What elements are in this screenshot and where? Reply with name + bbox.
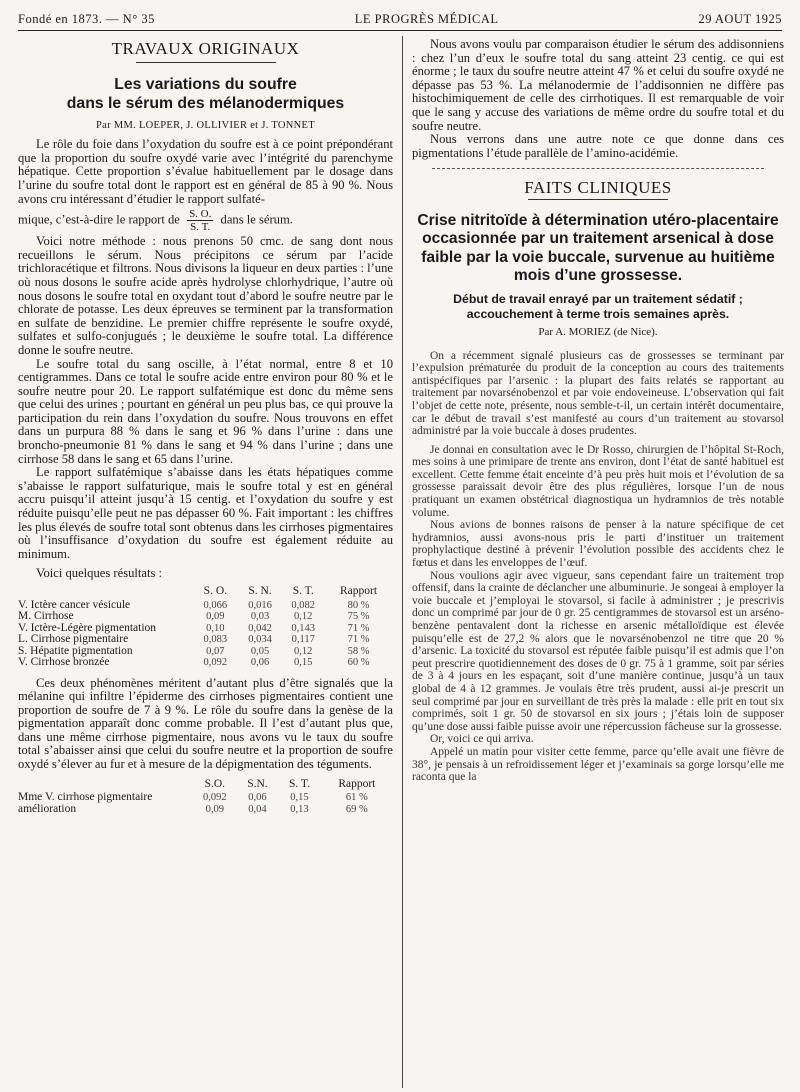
article-subtitle: Début de travail enrayé par un traitement sédatif ; accouchement à terme trois semaines après. [453,291,743,321]
table-header: S.O. [204,777,226,790]
table-cell-value: 0,10 [206,622,225,634]
paragraph: On a récemment signalé plusieurs cas de grossesses se terminant par l’expulsion prématurée du produit de la conception au cours des traitements antispécifiques par l’arsenic : la plupart des faits relatés se rapportant au traitement par novarsénobenzol et par voie endoveineuse. L’observation qui fait l’objet de cette note, présente, nous semble-t-il, un certain intérêt documentaire, car le début de travail s’est manifesté au cours d’un traitement au stovarsol administré par la voie buccale à doses prudentes. [412,349,784,438]
table-cell-value: 0,15 [290,792,309,804]
article-title-line2: dans le sérum des mélanodermiques [66,94,345,112]
table-cell-value: 0,06 [250,657,270,668]
table-cell-value: 0,07 [206,645,225,657]
table-cell-case: V. Ictère-Légère pigmentation [18,621,157,634]
table-cell-value: 0,042 [248,622,272,634]
paragraph: Le rapport sulfatémique s’abaisse dans les états hépatiques comme s’abaisse le rapport sulfaturique, mais le soufre total y est en général accru puisqu’il atteint jusqu’à 15 centig. et l’oxydation du soufre y est réduite puisqu’elle peut ne pas dépasser 60 %. Fait important : les chiffres les plus élevés de soufre total sont obtenus dans les cirrhoses pigmentaires où l’insuffisance d’oxydation du soufre est également réduite au minimum. [18,465,393,561]
section-rule [528,199,668,200]
paragraph: Voici notre méthode : nous prenons 50 cmc. de sang dont nous recueillons le sérum. Nous précipitons ce sérum par l’acide trichloracétique et filtrons. Nous divisons la liqueur en deux parties : l’une où nous dosons le soufre acide après hydrolyse chlorhydrique, l’autre où nous dosons le soufre total en oxydant tout d’abord le soufre neutre par le chlorate de potasse. Les deux épreuves se terminent par la transformation en sulfate de benzidine. Le premier chiffre représente le soufre oxydé, sulfates et sulfo-conjugués ; le deuxième le soufre total. La différence donne le soufre neutre. [18,234,393,357]
table-cell-value: 0,09 [205,803,225,815]
table-cell-case: S. Hépatite pigmentation [18,644,133,657]
ratio-fraction [187,208,213,233]
fraction-numerator: S. O. [189,208,212,221]
article-title-line1: Les variations du soufre [114,75,297,93]
table-row [18,804,393,816]
table-cell-value: 0,092 [203,657,228,668]
table-cell-value: 0,15 [294,657,313,668]
table-header: Rapport [338,777,376,790]
paragraph: Nous verrons dans une autre note ce que donne dans ces pigmentations l’étude parallèle de l’amino-acidémie. [412,132,784,160]
paragraph: Or, voici ce qui arriva. [430,733,534,746]
table-cell-value: 0,083 [203,634,228,645]
results-table [18,585,393,669]
table-cell-value: 0,05 [250,645,270,657]
separator-rule [432,168,764,169]
table-header: S. O. [203,585,227,597]
column-divider [402,36,403,1088]
table-header: S. N. [248,585,272,597]
table-header: S. T. [288,777,310,790]
table-cell-value: 0,12 [294,611,313,622]
table-header-blank [18,585,193,600]
table-cell-case: V. Ictère cancer vésicule [18,598,131,611]
table-cell-case: Mme V. cirrhose pigmentaire [18,791,153,804]
table-header: S.N. [247,777,268,790]
table-cell-value: 0,13 [290,803,309,815]
table-row [18,611,393,623]
article-title [18,75,393,113]
table-cell-value: 0,034 [248,634,272,645]
table-cell-value: 80 % [347,599,370,611]
paragraph: Je donnai en consultation avec le Dr Rosso, chirurgien de l’hôpital St-Roch, mes soins à une primipare de trente ans environ, dont l’état de santé habituel est excellent. Cette femme était enceinte d’à peu près huit mois et l’évolution de sa grossesse paraissait devoir être des plus régulières, lorsque l’un de nous pratiquant un examen obstétrical diagnostiqua un hydramnios de très notable volume. [412,443,784,519]
article-title: Crise nitritoïde à détermination utéro-placentaire occasionnée par un traitement arsenical à dose faible par la voie buccale, survenue au huitième mois d’une grossesse. [417,211,779,285]
table-row [18,634,393,646]
left-column [18,38,393,1086]
paragraph: Le rôle du foie dans l’oxydation du soufre est à ce point prépondérant que la proportion du soufre oxydé varie avec l’intégrité du parenchyme hépatique. Cette proportion s’évalue habituellement par le dosage dans l’urine du soufre total dont le rapport est en général de 85 à 90 %. Nous avons cru intéressant d’étudier le rapport sulfaté- [18,137,393,206]
table-cell-value: 0,09 [206,611,225,622]
table-cell-value: 0,04 [248,803,267,815]
table-cell-value: 71 % [347,634,370,645]
paragraph: Ces deux phénomènes méritent d’autant plus d’être signalés que la mélanine qui infiltre l’épiderme des cirrhoses pigmentaires contient une proportion de soufre de 7 à 9 %. Le rôle du soufre dans la genèse de la pigmentation apparaît donc comme probable. Il l’est d’autant plus que, dans une même cirrhose pigmentaire, nous avons vu le taux du soufre total s’abaisser ainsi que celui du soufre neutre et la proportion de soufre oxydé s’élever au fur et à mesure de la dépigmentation des téguments. [18,675,393,772]
table-cell-value: 0,082 [291,599,316,611]
right-column [412,38,784,1086]
fraction-suffix: dans le sérum. [220,212,293,227]
paragraph: Nous avons voulu par comparaison étudier le sérum des addisonniens : chez l’un d’eux le soufre total du sang atteint 23 centig. ce qui est énorme ; le taux du soufre neutre atteint 47 % et celui du soufre oxydé ne dépasse pas 53 %. La mélanodermie de l’addisonnien ne diffère pas histochimiquement de celle des cirrhotiques. Il est remarquable de voir que le sang y accuse des variations de même ordre du soufre total et du soufre neutre. [412,38,784,133]
table-cell-value: 0,092 [203,792,227,804]
table-cell-value: 0,06 [248,792,267,804]
table-cell-value: 0,12 [294,645,313,657]
table-cell-case: amélioration [18,802,77,815]
paragraph: Nous voulions agir avec vigueur, sans cependant faire un traitement trop offensif, dans la crainte de déclancher une albuminurie. Je songeai à employer la voie buccale et j’employai le stovarsol, si facile à administrer ; je prescrivis donc un comprimé par jour de 0 gr. 25 centigrammes de stovarsol est un arséno-benzène pentavalent dont la richesse en arsenic métalloïdique est élevée puisqu’elle est de 27,2 % alors que le novarsénobenzol ne titre que 20 % d’arsenic. La toxicité du stovarsol est réputée faible puisqu’il est admis que l’on peut prescrire quotidiennement des doses de 0 gr. 75 à 1 gramme, soit par séries de 3 à 4 jours en les espaçant, soit d’une manière continue, jusqu’à un taux global de 4 à 12 grammes. Je voulais être très prudent, aussi ai-je prescrit un seul comprimé par jour en surveillant de très près la malade : elle prit en tout six comprimés, soit 1 gr. 50 de stovarsol en six jours ; j’étais loin de supposer qu’une dose aussi faible puisse avoir une répercussion fâcheuse sur la grossesse. [412,569,784,733]
table-header-blank [18,778,193,793]
table-row [18,600,393,612]
header-founded: Fondé en 1873. — N° 35 [18,11,155,26]
table-cell-case: V. Cirrhose bronzée [18,656,110,668]
paragraph: Appelé un matin pour visiter cette femme, parce qu’elle avait une fièvre de 38°, je pensais à un refroidissement léger et j’examinais sa gorge lorsqu’elle me raconta que la [412,745,784,784]
table-header: Rapport [339,585,378,597]
table-row [18,792,393,804]
table-cell-value: 0,143 [291,622,316,634]
table-cell-value: 71 % [347,622,370,634]
table-row [18,657,393,669]
results-intro: Voici quelques résultats : [36,566,163,581]
section-heading-travaux: TRAVAUX ORIGINAUX [111,39,300,58]
table-header: S. T. [292,585,314,597]
table-cell-value: 69 % [345,803,368,815]
fraction-prefix: mique, c’est-à-dire le rapport de [18,212,180,227]
section-rule [136,62,276,63]
paragraph: Nous avions de bonnes raisons de penser à la nature spécifique de cet hydramnios, aussi avons-nous pris le parti d’instituer un traitement prophylactique destiné à prévenir l’évolution possible des accidents chez le fœtus et dans les enveloppes de l’œuf. [412,519,784,570]
article-byline: Par A. MORIEZ (de Nice). [538,325,658,338]
header-date: 29 AOUT 1925 [698,11,782,26]
table-cell-case: L. Cirrhose pigmentaire [18,633,129,645]
table-cell-case: M. Cirrhose [18,610,74,622]
header-journal-title: LE PROGRÈS MÉDICAL [354,11,499,26]
table-cell-value: 0,016 [248,599,272,611]
comparison-table [18,778,393,816]
article-byline: Par MM. LOEPER, J. OLLIVIER et J. TONNET [96,119,315,131]
table-cell-value: 60 % [347,657,370,668]
section-heading-faits-cliniques: FAITS CLINIQUES [524,178,672,198]
fraction-denominator: S. T. [190,221,211,234]
table-cell-value: 0,117 [291,634,315,645]
table-cell-value: 58 % [347,645,370,657]
paragraph: Le soufre total du sang oscille, à l’état normal, entre 8 et 10 centigrammes. Dans ce total le soufre acide entre environ pour 80 % et le soufre neutre pour 20. Le rapport sulfatémique est donc du même sens que celui des urines ; pourtant en général un peu plus bas, ce qui prouve la participation du rein dans l’oxydation du soufre. Nous trouvons en effet dans un purpura 88 % dans le sang et 96 % dans l’urine : dans une broncho-pneumonie 81 % dans le sang et 94 % dans l’urine ; dans une cirrhose 58 dans le sang et 65 dans l’urine. [18,356,393,466]
table-cell-value: 0,066 [203,599,228,611]
table-cell-value: 0,03 [250,611,270,622]
page-header [18,8,782,31]
fraction-line [18,208,393,233]
table-cell-value: 61 % [345,792,368,804]
table-cell-value: 75 % [347,611,370,622]
